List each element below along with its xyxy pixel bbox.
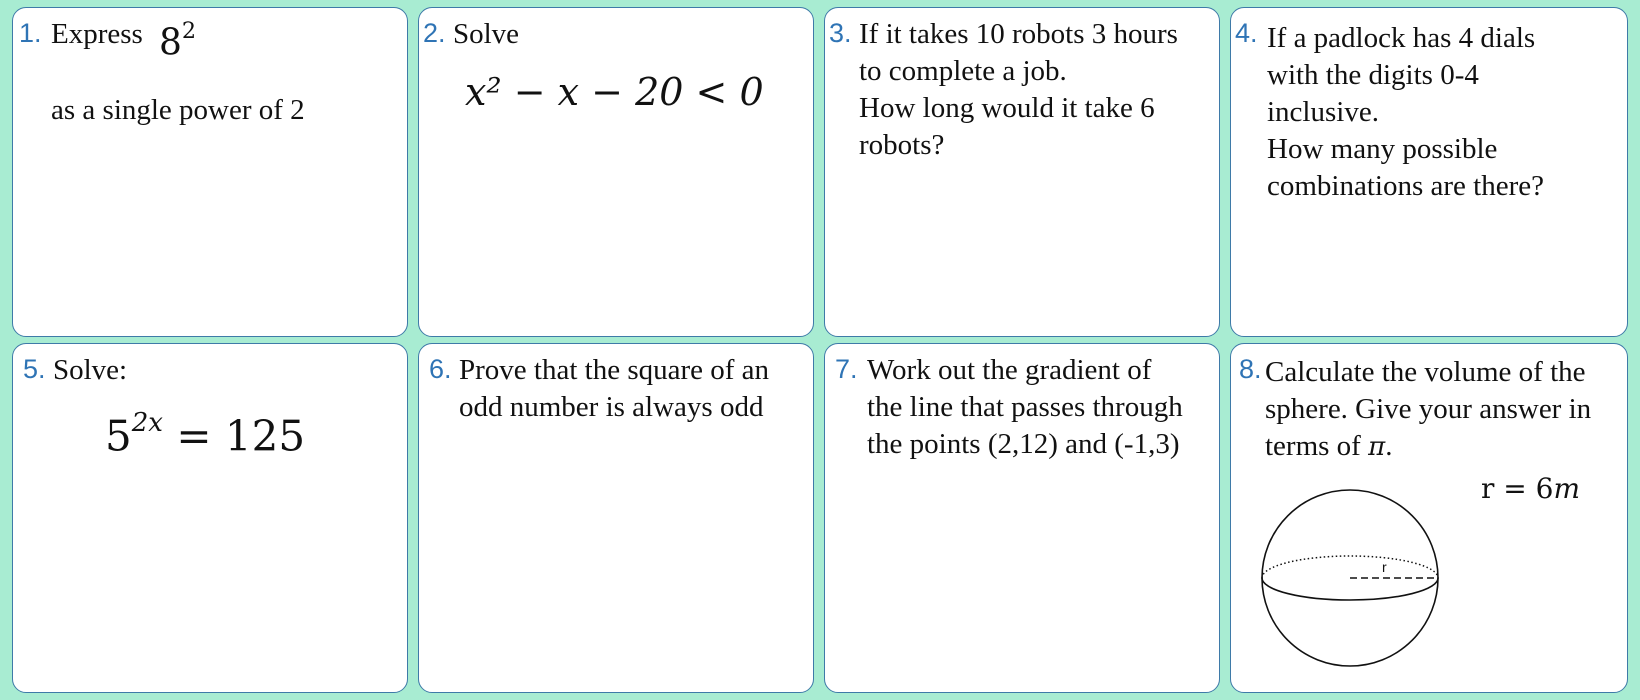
text-line: robots? [859,129,945,161]
text-line: odd number is always odd [459,391,764,423]
expression-base: 5 [105,411,132,461]
question-card-1 [12,7,408,337]
expression-exponent: 2x [131,408,163,438]
text-line: Work out the gradient of [867,354,1152,386]
math-expression: x² − x − 20 < 0 [465,70,764,114]
question-number: 1. [19,18,42,48]
question-text [459,352,769,426]
text-line: terms of π. [1265,430,1393,462]
text-line: If it takes 10 robots 3 hours [859,18,1178,50]
radius-marker-label: r [1382,559,1387,575]
math-expression [159,18,196,64]
text-line: inclusive. [1267,96,1379,128]
text-line: How many possible [1267,133,1498,165]
question-title: Solve [453,18,520,50]
text-line: Prove that the square of an [459,354,770,386]
question-number: 8. [1239,354,1262,384]
math-expression [105,408,305,461]
text-line: the points (2,12) and (-1,3) [867,428,1180,460]
question-text [859,16,1178,164]
text-line: combinations are there? [1267,170,1544,202]
expression-base: 8 [159,22,182,64]
question-number: 7. [835,354,858,384]
question-card-4 [1230,7,1628,337]
question-text: as a single power of 2 [51,94,305,126]
question-card-7 [824,343,1220,693]
text-line: Calculate the volume of the [1265,356,1586,388]
radius-label: r = 6m [1481,472,1581,505]
text-line: If a padlock has 4 dials [1267,22,1536,54]
question-card-3 [824,7,1220,337]
question-card-5 [12,343,408,693]
question-card-6 [418,343,814,693]
text-line: with the digits 0-4 [1267,59,1479,91]
question-number: 2. [423,18,446,48]
expression-exponent: 2 [181,18,197,44]
question-number: 5. [23,354,46,384]
question-title: Express [51,18,143,50]
pi-symbol: π [1368,432,1386,462]
question-number: 3. [829,18,852,48]
question-card-8 [1230,343,1628,693]
expression-rhs: = 125 [162,411,306,461]
text-line: to complete a job. [859,55,1067,87]
question-number: 6. [429,354,452,384]
question-text [1265,354,1591,466]
question-number: 4. [1235,18,1258,48]
sphere-diagram [1257,485,1443,671]
question-text [1267,20,1544,205]
question-card-2 [418,7,814,337]
question-text [867,352,1183,463]
text-line: sphere. Give your answer in [1265,393,1592,425]
question-title: Solve: [53,354,128,386]
text-line: the line that passes through [867,391,1183,423]
text-line: How long would it take 6 [859,92,1155,124]
